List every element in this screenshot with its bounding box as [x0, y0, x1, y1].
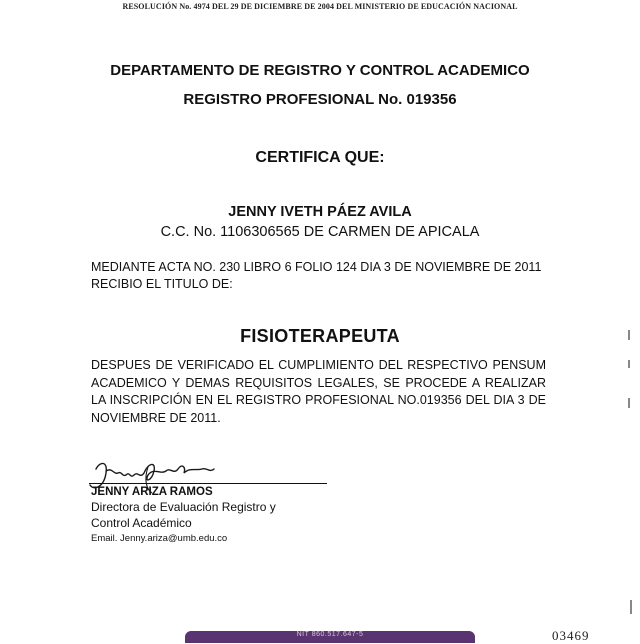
footer-bar-text: NIT 860.517.647-5 [296, 631, 364, 638]
scan-mark [628, 360, 630, 368]
acta-line-1: MEDIANTE ACTA NO. 230 LIBRO 6 FOLIO 124 DIA 3 DE NOVIEMBRE DE 2011 [91, 260, 542, 274]
scan-mark [628, 398, 630, 408]
scan-mark [628, 330, 630, 340]
signatory-title-line-2: Control Académico [91, 516, 192, 530]
department-title: DEPARTAMENTO DE REGISTRO Y CONTROL ACADEMICO [110, 62, 530, 79]
signatory-email: Email. Jenny.ariza@umb.edu.co [91, 533, 228, 544]
signatory-name: JENNY ARIZA RAMOS [91, 486, 213, 498]
signatory-title-line-1: Directora de Evaluación Registro y [91, 500, 276, 514]
scan-mark [630, 600, 632, 614]
page-number: 03469 [552, 628, 590, 643]
acta-paragraph [91, 259, 546, 293]
body-paragraph: DESPUES DE VERIFICADO EL CUMPLIMIENTO DEL RESPECTIVO PENSUM ACADEMICO Y DEMAS REQUISITOS LEGALES, SE PROCEDE A REALIZAR LA INSCRIPCIÓN EN EL REGISTRO PROFESIONAL NO.019356 DEL DIA 3 DE NOVIEMBRE DE 2011. [91, 358, 546, 425]
certifica-heading: CERTIFICA QUE: [255, 149, 385, 166]
acta-line-2: RECIBIO EL TITULO DE: [91, 277, 233, 291]
registro-number: REGISTRO PROFESIONAL No. 019356 [183, 91, 457, 108]
resolution-header: RESOLUCIÓN No. 4974 DEL 29 DE DICIEMBRE DE 2004 DEL MINISTERIO DE EDUCACIÓN NACIONAL [122, 2, 518, 11]
person-name: JENNY IVETH PÁEZ AVILA [228, 204, 412, 220]
profession-title: FISIOTERAPEUTA [240, 326, 400, 346]
person-id: C.C. No. 1106306565 DE CARMEN DE APICALA [160, 224, 480, 240]
